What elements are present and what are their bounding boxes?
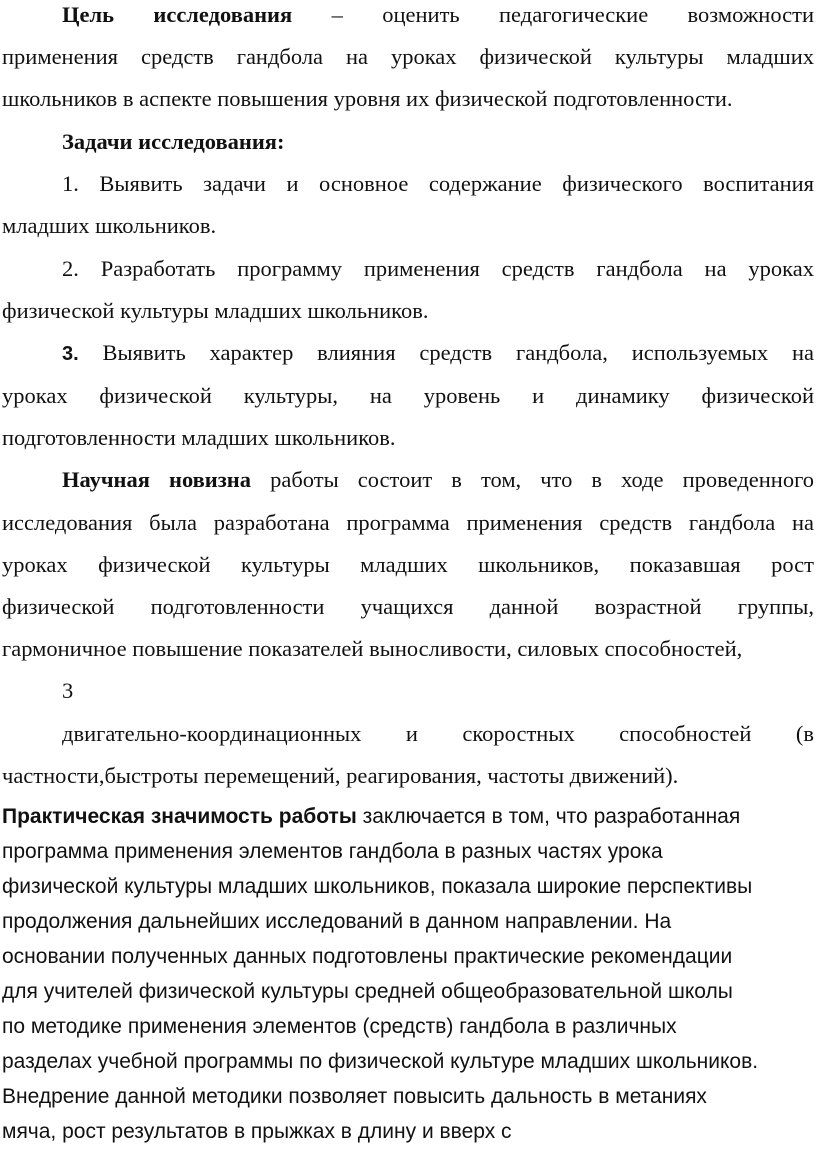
goal-label: Цель исследования <box>62 2 293 27</box>
practical-line-1 <box>2 805 740 829</box>
practical-line-10: мяча, рост результатов в прыжках в длину и вверх с <box>2 1120 512 1143</box>
novelty-label: Научная новизна <box>62 467 252 492</box>
practical-line-2: программа применения элементов гандбола в разных частях урока <box>2 840 663 863</box>
novelty-line-3: уроках физической культуры младших школьников, показавшая рост <box>2 552 814 577</box>
novelty-line-5: гармоничное повышение показателей выносливости, силовых способностей, <box>2 636 743 661</box>
novelty-line-2: исследования была разработана программа применения средств гандбола на <box>2 510 814 535</box>
novelty-line-6: двигательно-координационных и скоростных способностей (в <box>62 721 814 746</box>
practical-line-4: продолжения дальнейших исследований в данном направлении. На <box>2 910 672 933</box>
novelty-line-7: частности,быстроты перемещений, реагирования, частоты движений). <box>2 763 679 788</box>
task-3-line-1 <box>62 340 814 366</box>
task-3-text: Выявить характер влияния средств гандбола, используемых на <box>102 340 814 365</box>
practical-line-3: физической культуры младших школьников, показала широкие перспективы <box>2 875 753 898</box>
task-2-number: 2. <box>62 256 79 281</box>
tasks-heading: Задачи исследования: <box>62 129 285 154</box>
novelty-text-1: работы состоит в том, что в ходе проведенного <box>270 467 814 492</box>
practical-label: Практическая значимость работы <box>2 805 357 828</box>
page-number: 3 <box>62 678 74 703</box>
task-2-line-1 <box>62 256 814 282</box>
goal-line-3: школьников в аспекте повышения уровня их физической подготовленности. <box>2 86 733 111</box>
task-1-number: 1. <box>62 171 79 196</box>
task-1-text: Выявить задачи и основное содержание физического воспитания <box>99 171 814 196</box>
task-3-line-3: подготовленности младших школьников. <box>2 425 396 450</box>
practical-line-5: основании полученных данных подготовлены практические рекомендации <box>2 945 733 968</box>
practical-line-7: по методике применения элементов (средств) гандбола в различных <box>2 1015 677 1038</box>
novelty-line-1 <box>62 467 814 493</box>
task-1-line-2: младших школьников. <box>2 213 217 238</box>
task-2-line-2: физической культуры младших школьников. <box>2 298 429 323</box>
practical-line-8: разделах учебной программы по физической культуре младших школьников. <box>2 1050 759 1073</box>
task-1-line-1 <box>62 171 814 197</box>
goal-line-1 <box>62 2 814 28</box>
practical-line-6: для учителей физической культуры средней общеобразовательной школы <box>2 980 733 1003</box>
task-2-text: Разработать программу применения средств гандбола на уроках <box>100 256 814 281</box>
goal-dash: – <box>331 2 343 27</box>
practical-text-1: заключается в том, что разработанная <box>362 805 741 828</box>
task-3-number: 3. <box>62 343 79 365</box>
goal-text-1: оценить педагогические возможности <box>382 2 815 27</box>
goal-line-2: применения средств гандбола на уроках физической культуры младших <box>2 44 814 69</box>
novelty-line-4: физической подготовленности учащихся данной возрастной группы, <box>2 594 814 619</box>
task-3-line-2: уроках физической культуры, на уровень и динамику физической <box>2 383 814 408</box>
practical-line-9: Внедрение данной методики позволяет повысить дальность в метаниях <box>2 1085 707 1108</box>
